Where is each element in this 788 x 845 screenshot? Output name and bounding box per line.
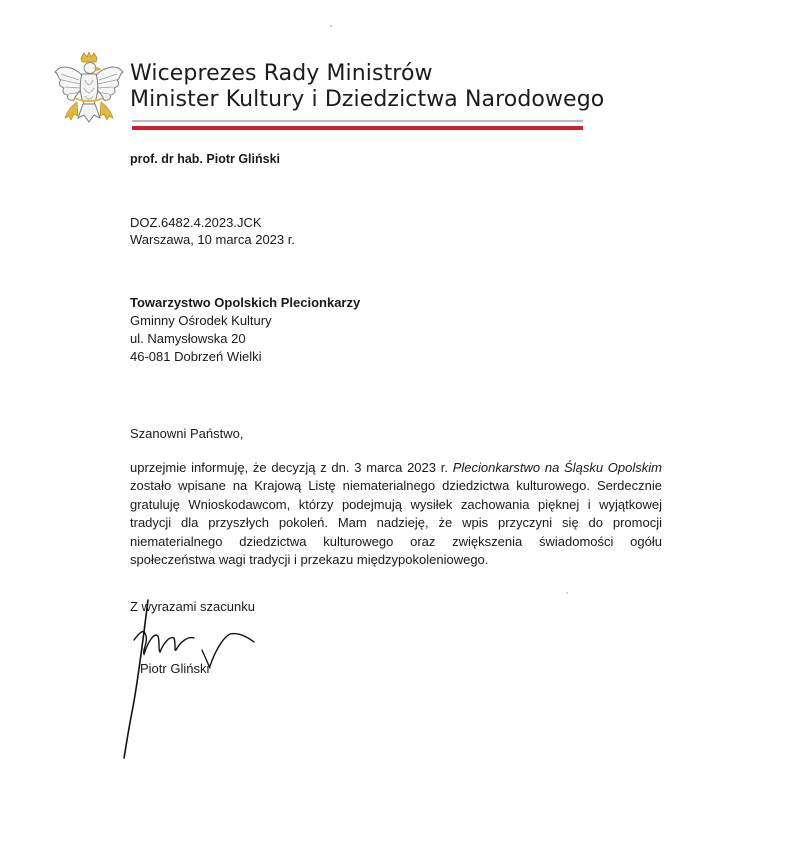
- closing: Z wyrazami szacunku: [130, 599, 255, 614]
- recipient-address: [130, 294, 360, 366]
- scan-speck: [566, 592, 568, 594]
- header-title-line-2: Minister Kultury i Dziedzictwa Narodowego: [130, 87, 605, 112]
- recipient-name: Towarzystwo Opolskich Plecionkarzy: [130, 295, 361, 310]
- body-rest: zostało wpisane na Krajową Listę niematerialnego dziedzictwa kulturowego. Serdecznie gratuluję Wnioskodawcom, którzy podejmują wysiłek zachowania pięknej i wyjątkowej tradycji dla przyszłych pokoleń. Mam nadzieję, że wpis przyczyni się do promocji niematerialnego dziedzictwa kulturowego oraz zwiększenia świadomości ogółu społeczeństwa wagi tradycji i przekazu międzypokoleniowego.: [130, 478, 662, 568]
- recipient-line: ul. Namysłowska 20: [130, 331, 246, 346]
- salutation: Szanowni Państwo,: [130, 426, 244, 441]
- body-italic-title: Plecionkarstwo na Śląsku Opolskim: [452, 460, 662, 475]
- recipient-line: 46-081 Dobrzeń Wielki: [130, 349, 262, 364]
- signatory-name: Piotr Gliński: [140, 661, 210, 676]
- scan-speck: [330, 25, 332, 27]
- recipient-line: Gminny Ośrodek Kultury: [130, 313, 272, 328]
- reference-number: DOZ.6482.4.2023.JCK: [130, 215, 262, 230]
- letter-body: [130, 459, 662, 569]
- polish-eagle-emblem-icon: [53, 52, 125, 132]
- header-title-line-1: Wiceprezes Rady Ministrów: [130, 61, 433, 86]
- header-divider-gray: [132, 120, 583, 122]
- header-divider-red: [132, 126, 583, 130]
- body-intro: uprzejmie informuję, że decyzją z dn. 3 marca 2023 r.: [130, 460, 453, 475]
- sender-name: prof. dr hab. Piotr Gliński: [130, 152, 281, 166]
- place-date: Warszawa, 10 marca 2023 r.: [130, 232, 295, 247]
